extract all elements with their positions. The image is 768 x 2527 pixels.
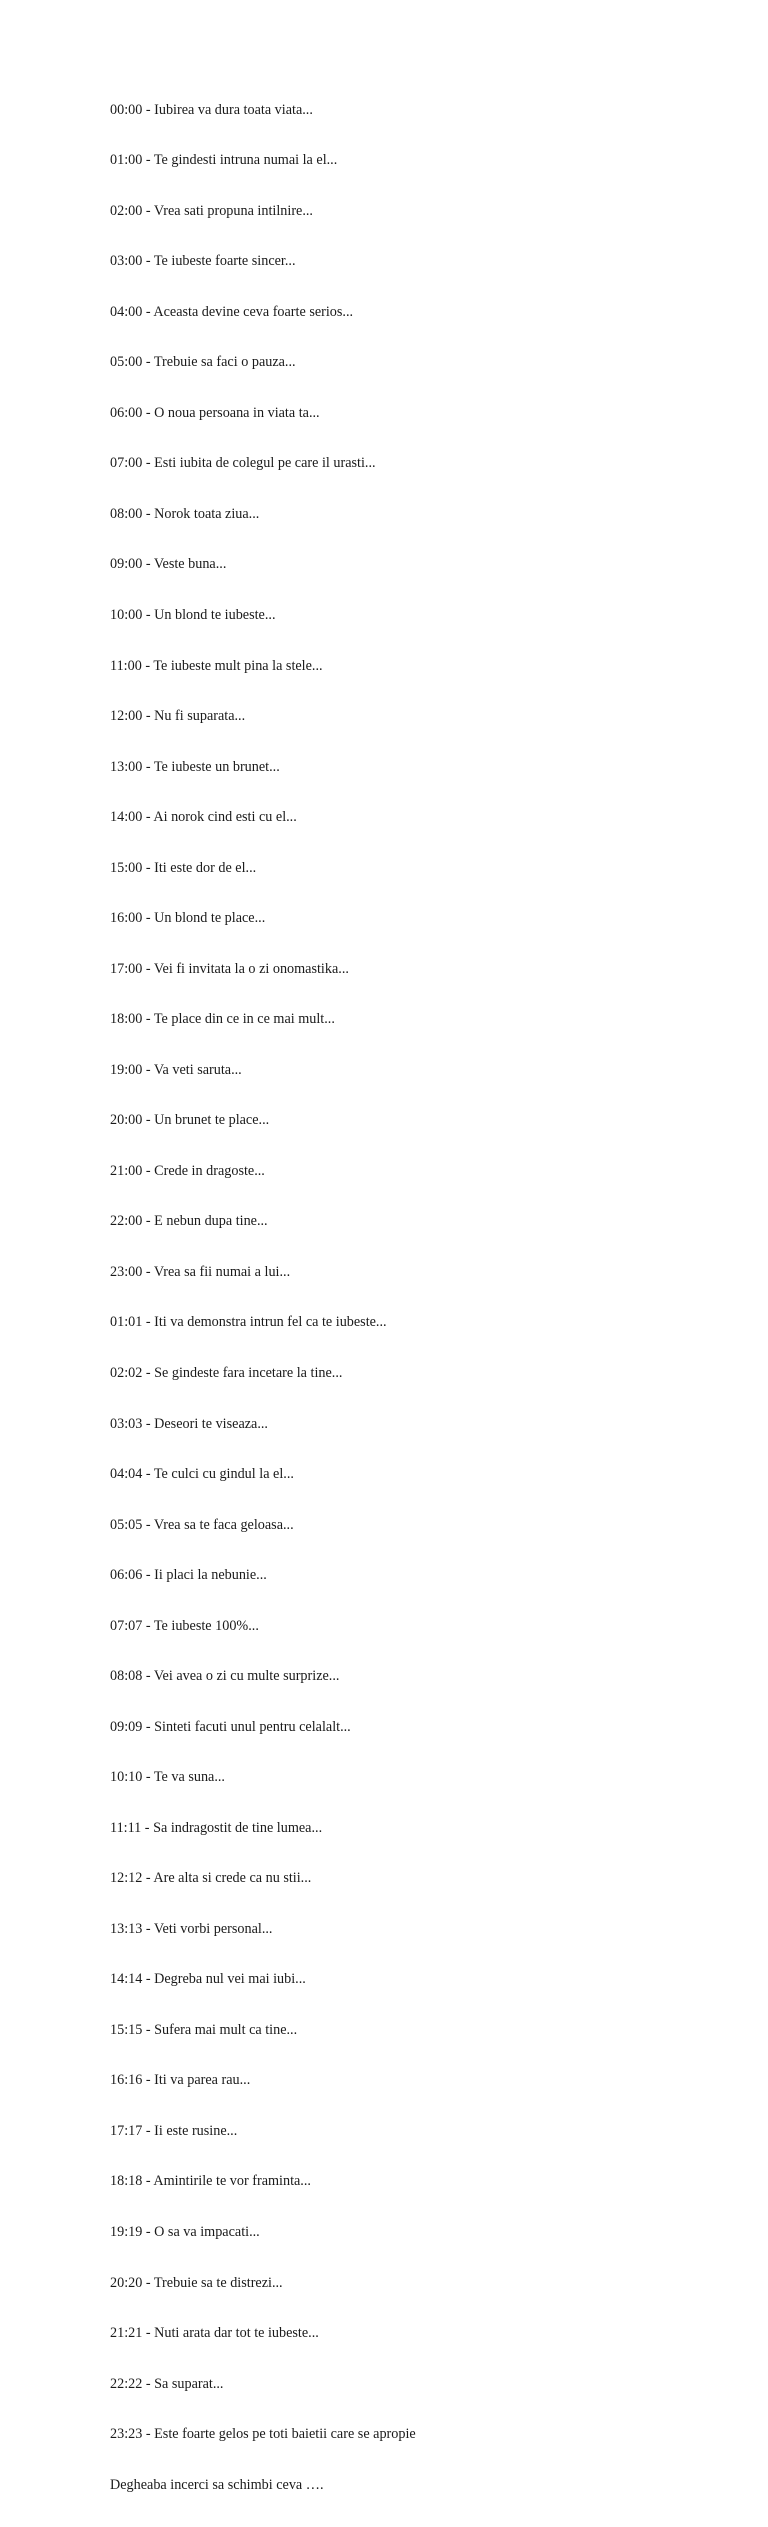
document-text xyxy=(110,68,730,2527)
text-line: 05:05 - Vrea sa te faca geloasa... xyxy=(110,1516,294,1533)
text-line: 21:21 - Nuti arata dar tot te iubeste... xyxy=(110,2325,319,2342)
text-line: 02:02 - Se gindeste fara incetare la tine... xyxy=(110,1364,343,1381)
text-line: 08:00 - Norok toata ziua... xyxy=(110,505,260,522)
text-line: 10:10 - Te va suna... xyxy=(110,1769,225,1786)
text-line: 13:00 - Te iubeste un brunet... xyxy=(110,758,280,775)
text-line: 19:00 - Va veti saruta... xyxy=(110,1061,242,1078)
text-line: 23:23 - Este foarte gelos pe toti baietii care se apropie xyxy=(110,2426,416,2443)
text-line: 07:00 - Esti iubita de colegul pe care il urasti... xyxy=(110,455,376,472)
text-line: 18:18 - Amintirile te vor framinta... xyxy=(110,2173,311,2190)
text-line: 17:17 - Ii este rusine... xyxy=(110,2122,238,2139)
text-line: 04:04 - Te culci cu gindul la el... xyxy=(110,1466,294,1483)
text-line: 14:14 - Degreba nul vei mai iubi... xyxy=(110,1971,306,1988)
text-line: 12:12 - Are alta si crede ca nu stii... xyxy=(110,1870,312,1887)
text-line: 11:11 - Sa indragostit de tine lumea... xyxy=(110,1819,323,1836)
text-line: 03:03 - Deseori te viseaza... xyxy=(110,1415,268,1432)
text-line: 12:00 - Nu fi suparata... xyxy=(110,708,246,725)
text-line: 01:01 - Iti va demonstra intrun fel ca te iubeste... xyxy=(110,1314,387,1331)
text-line: 08:08 - Vei avea o zi cu multe surprize... xyxy=(110,1668,340,1685)
text-line: 16:00 - Un blond te place... xyxy=(110,910,266,927)
text-line: 15:15 - Sufera mai mult ca tine... xyxy=(110,2021,298,2038)
text-line: 09:09 - Sinteti facuti unul pentru celalalt... xyxy=(110,1718,351,1735)
text-line: 19:19 - O sa va impacati... xyxy=(110,2224,260,2240)
text-line: 01:00 - Te gindesti intruna numai la el... xyxy=(110,152,338,169)
text-line: 02:00 - Vrea sati propuna intilnire... xyxy=(110,202,313,219)
text-line: 06:00 - O noua persoana in viata ta... xyxy=(110,404,320,421)
text-line: 22:22 - Sa suparat... xyxy=(110,2375,224,2392)
text-line: 14:00 - Ai norok cind esti cu el... xyxy=(110,809,297,826)
text-line: 03:00 - Te iubeste foarte sincer... xyxy=(110,253,296,270)
text-line: 17:00 - Vei fi invitata la o zi onomastika... xyxy=(110,960,349,977)
text-line: 05:00 - Trebuie sa faci o pauza... xyxy=(110,354,296,371)
text-line: 06:06 - Ii placi la nebunie... xyxy=(110,1567,267,1584)
text-line: 22:00 - E nebun dupa tine... xyxy=(110,1213,268,1230)
text-line: 10:00 - Un blond te iubeste... xyxy=(110,607,276,623)
text-line: 09:00 - Veste buna... xyxy=(110,556,227,573)
text-line: 00:00 - Iubirea va dura toata viata... xyxy=(110,101,313,118)
text-line: 21:00 - Crede in dragoste... xyxy=(110,1162,265,1179)
text-line: 13:13 - Veti vorbi personal... xyxy=(110,1920,273,1937)
text-line: 04:00 - Aceasta devine ceva foarte serios... xyxy=(110,303,354,320)
text-line: 07:07 - Te iubeste 100%... xyxy=(110,1617,259,1634)
text-line: 11:00 - Te iubeste mult pina la stele... xyxy=(110,657,323,674)
text-line: 20:00 - Un brunet te place... xyxy=(110,1112,270,1129)
closing-line: Degheaba incerci sa schimbi ceva …. xyxy=(110,2476,324,2493)
text-line: 18:00 - Te place din ce in ce mai mult... xyxy=(110,1011,335,1028)
text-line: 23:00 - Vrea sa fii numai a lui... xyxy=(110,1263,291,1280)
text-line: 16:16 - Iti va parea rau... xyxy=(110,2072,251,2089)
text-line: 15:00 - Iti este dor de el... xyxy=(110,859,257,876)
text-line: 20:20 - Trebuie sa te distrezi... xyxy=(110,2274,283,2291)
